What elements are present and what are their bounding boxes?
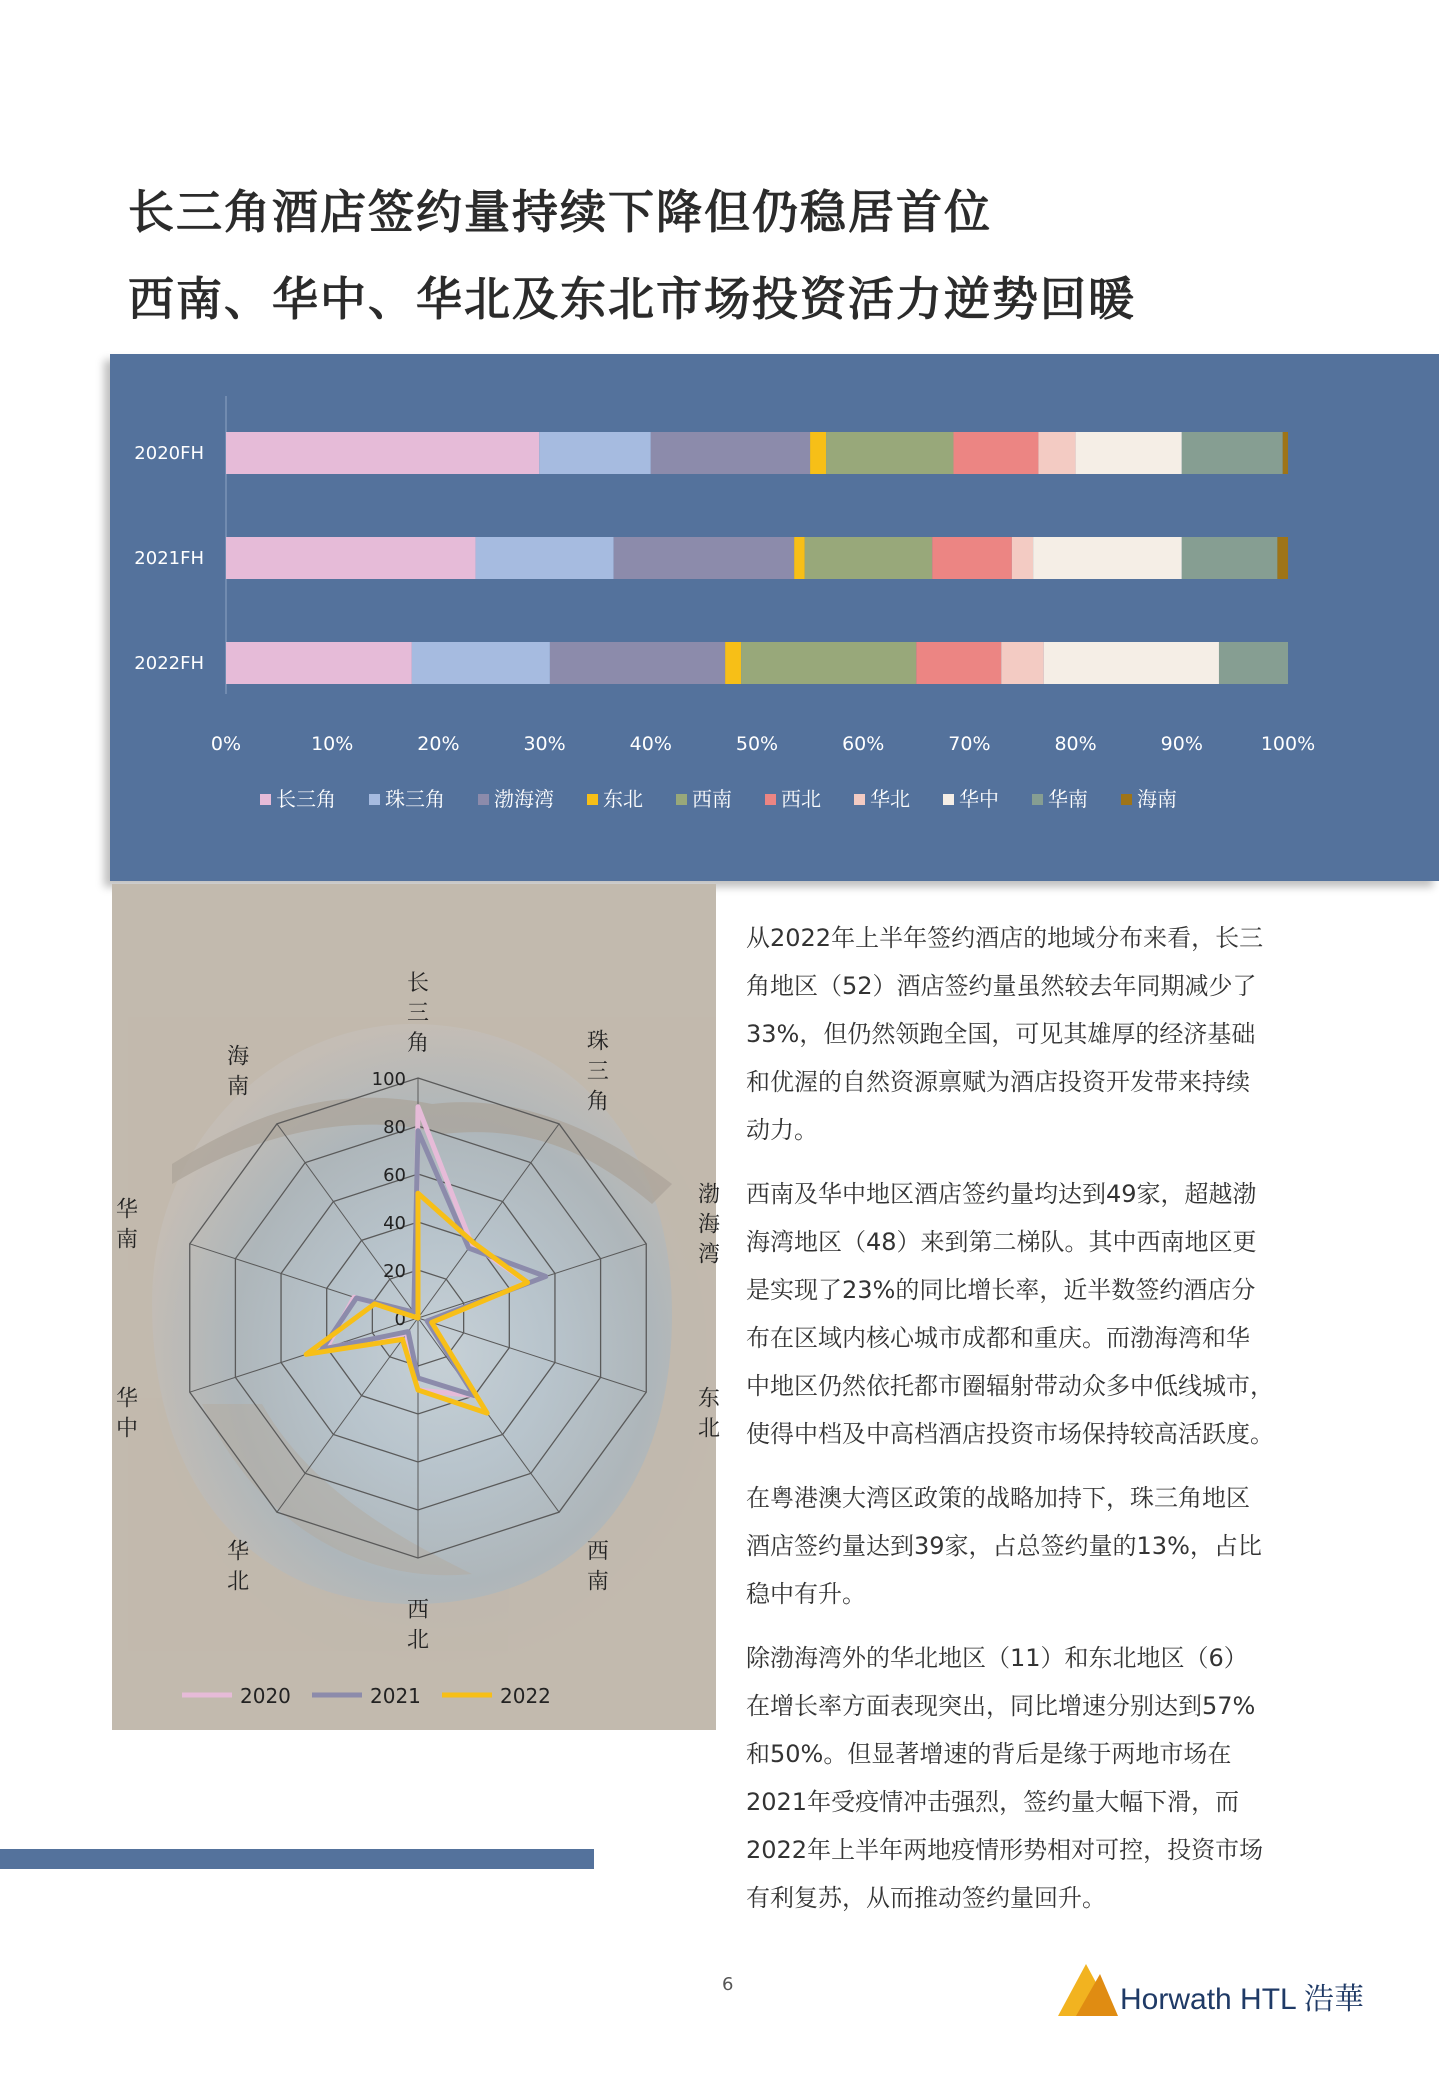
radar-axis-label-char: 湾 — [698, 1242, 721, 1268]
radar-spoke — [418, 1124, 559, 1318]
paragraph-4 — [746, 1634, 1316, 1922]
radar-axis-label — [407, 971, 429, 1056]
bar-segment — [916, 642, 1001, 684]
radar-axis-label-char: 渤 — [698, 1182, 721, 1208]
paragraph-line: 布在区域内核心城市成都和重庆。而渤海湾和华 — [746, 1324, 1250, 1352]
bar-segment — [725, 642, 741, 684]
bar-segment — [1277, 537, 1288, 579]
radar-axis-label-char: 三 — [586, 1059, 609, 1085]
legend-swatch — [1032, 794, 1043, 805]
x-tick-label: 20% — [417, 733, 460, 755]
radar-axis-label-char: 三 — [406, 1001, 430, 1026]
x-tick-label: 100% — [1260, 733, 1316, 755]
radar-axis-label-char: 西 — [586, 1539, 609, 1565]
radar-axis-label-char: 华 — [227, 1539, 250, 1565]
radar-series-2021 — [322, 1131, 546, 1396]
bar-segment — [932, 537, 1012, 579]
bar-segment — [651, 432, 810, 474]
paragraph-line: 从2022年上半年签约酒店的地域分布来看，长三 — [746, 924, 1264, 952]
radar-tick-label: 60 — [383, 1165, 406, 1186]
legend-label: 2020 — [240, 1684, 291, 1708]
radar-axis-label-char: 华 — [115, 1386, 138, 1412]
category-label: 2021FH — [134, 548, 204, 569]
bar-segment — [1283, 432, 1288, 474]
legend-label: 2022 — [500, 1684, 551, 1708]
bar-segment — [1182, 537, 1278, 579]
legend-swatch — [943, 794, 954, 805]
radar-axis-label — [407, 1598, 429, 1653]
radar-axis-label-char: 中 — [115, 1416, 138, 1442]
logo-text: Horwath HTL 浩華 — [1120, 1983, 1364, 2016]
paragraph-line: 稳中有升。 — [746, 1580, 866, 1608]
page-title-line2: 西南、华中、华北及东北市场投资活力逆势回暖 — [128, 272, 1136, 326]
x-tick-label: 40% — [629, 733, 672, 755]
radar-axis-label-char: 北 — [406, 1628, 430, 1653]
x-tick-label: 50% — [735, 733, 779, 755]
bar-segment — [1038, 432, 1075, 474]
bar-segment — [1033, 537, 1182, 579]
radar-axis-label-char: 南 — [115, 1227, 138, 1253]
paragraph-line: 和优渥的自然资源禀赋为酒店投资开发带来持续 — [746, 1068, 1250, 1096]
legend-label: 海南 — [1137, 787, 1177, 811]
legend-swatch — [369, 794, 380, 805]
bar-segment — [1076, 432, 1182, 474]
legend-label: 长三角 — [276, 787, 336, 811]
radar-axis-label-char: 海 — [698, 1212, 721, 1238]
accent-bar — [0, 1849, 594, 1869]
x-tick-label: 30% — [523, 733, 566, 755]
paragraph-1 — [746, 914, 1316, 1154]
legend-swatch — [587, 794, 598, 805]
page-number: 6 — [722, 1974, 734, 1995]
bar-segment — [550, 642, 725, 684]
radar-tick-label: 100 — [371, 1069, 406, 1090]
bar-segment — [412, 642, 550, 684]
radar-axis-label-char: 北 — [227, 1569, 250, 1595]
radar-tick-label: 80 — [383, 1117, 406, 1138]
bar-segment — [741, 642, 916, 684]
paragraph-line: 和50%。但显著增速的背后是缘于两地市场在 — [746, 1740, 1232, 1768]
legend-label: 华南 — [1048, 787, 1088, 811]
paragraph-line: 西南及华中地区酒店签约量均达到49家，超越渤 — [746, 1180, 1257, 1208]
radar-axis-label-char: 珠 — [586, 1029, 609, 1055]
legend-swatch — [478, 794, 489, 805]
bar-segment — [1044, 642, 1219, 684]
stacked-bar-chart — [110, 354, 1439, 881]
paragraph-2 — [746, 1170, 1316, 1458]
radar-axis-label-char: 南 — [227, 1074, 250, 1100]
radar-legend — [182, 1684, 551, 1708]
legend-swatch — [676, 794, 687, 805]
paragraph-line: 酒店签约量达到39家，占总签约量的13%，占比 — [746, 1532, 1262, 1560]
paragraph-line: 在增长率方面表现突出，同比增速分别达到57% — [746, 1692, 1256, 1720]
paragraph-line: 使得中档及中高档酒店投资市场保持较高活跃度。 — [746, 1420, 1274, 1448]
paragraph-3 — [746, 1474, 1316, 1618]
radar-axis-label-char: 北 — [698, 1416, 721, 1442]
legend-label: 2021 — [370, 1684, 421, 1708]
radar-axis-label-char: 长 — [406, 971, 430, 996]
bar-segment — [805, 537, 932, 579]
legend-swatch — [765, 794, 776, 805]
legend-swatch — [260, 794, 271, 805]
x-tick-label: 60% — [842, 733, 885, 755]
bar-segment — [539, 432, 651, 474]
radar-axis-label-char: 角 — [586, 1089, 609, 1115]
paragraph-line: 2022年上半年两地疫情形势相对可控，投资市场 — [746, 1836, 1264, 1864]
radar-chart-panel — [112, 884, 721, 1730]
radar-axis-label-char: 海 — [227, 1044, 250, 1070]
bar-segment — [476, 537, 614, 579]
paragraph-line: 动力。 — [746, 1116, 818, 1144]
bar-segment — [1012, 537, 1033, 579]
x-tick-label: 90% — [1160, 733, 1203, 755]
bar-segment — [953, 432, 1038, 474]
bar-segment — [826, 432, 953, 474]
bar-segment — [1182, 432, 1283, 474]
legend-label: 珠三角 — [385, 787, 445, 811]
legend-label: 华北 — [870, 787, 910, 811]
radar-axis-label-char: 东 — [698, 1386, 721, 1412]
legend-label: 西北 — [781, 787, 821, 811]
paragraph-line: 除渤海湾外的华北地区（11）和东北地区（6） — [746, 1644, 1248, 1672]
legend-swatch — [854, 794, 865, 805]
radar-tick-label: 20 — [383, 1261, 406, 1282]
radar-axis-label — [587, 1029, 609, 1114]
x-tick-label: 0% — [210, 733, 242, 755]
radar-axis-label-char: 角 — [406, 1031, 430, 1056]
radar-axis-label-char: 华 — [115, 1197, 138, 1223]
radar-axis-label — [698, 1182, 720, 1267]
paragraph-line: 有利复苏，从而推动签约量回升。 — [746, 1884, 1106, 1912]
radar-axis-label — [698, 1387, 720, 1442]
paragraph-line: 海湾地区（48）来到第二梯队。其中西南地区更 — [746, 1228, 1257, 1256]
radar-axis-label — [116, 1387, 138, 1442]
bar-segment — [614, 537, 795, 579]
category-label: 2020FH — [134, 443, 204, 464]
legend-label: 华中 — [959, 787, 999, 811]
paragraph-line: 在粤港澳大湾区政策的战略加持下，珠三角地区 — [746, 1484, 1250, 1512]
legend-swatch — [1121, 794, 1132, 805]
page-title-line1: 长三角酒店签约量持续下降但仍稳居首位 — [128, 185, 992, 239]
paragraph-line: 角地区（52）酒店签约量虽然较去年同期减少了 — [746, 972, 1257, 1000]
radar-axis-label — [227, 1044, 249, 1099]
paragraph-line: 是实现了23%的同比增长率，近半数签约酒店分 — [746, 1276, 1256, 1304]
paragraph-line: 2021年受疫情冲击强烈，签约量大幅下滑，而 — [746, 1788, 1240, 1816]
bar-segment — [1219, 642, 1288, 684]
radar-tick-label: 40 — [383, 1213, 406, 1234]
bar-segment — [1001, 642, 1043, 684]
radar-axis-label — [227, 1540, 249, 1595]
radar-axis-label — [587, 1540, 609, 1595]
legend-label: 渤海湾 — [494, 787, 554, 811]
bar-segment — [226, 537, 476, 579]
bar-segment — [226, 432, 539, 474]
stacked-bar-chart-panel — [110, 354, 1439, 881]
radar-axis-label-char: 西 — [406, 1598, 430, 1623]
bar-segment — [794, 537, 805, 579]
legend-label: 西南 — [692, 787, 732, 811]
radar-tick-label: 0 — [394, 1309, 406, 1330]
x-tick-label: 80% — [1054, 733, 1097, 755]
bar-segment — [226, 642, 412, 684]
radar-series-2022 — [306, 1193, 527, 1413]
radar-axis-label — [116, 1197, 138, 1252]
legend-label: 东北 — [603, 787, 643, 811]
radar-chart — [112, 884, 721, 1730]
radar-axis-label-char: 南 — [586, 1569, 609, 1595]
category-label: 2022FH — [134, 653, 204, 674]
bar-segment — [810, 432, 826, 474]
paragraph-line: 33%，但仍然领跑全国，可见其雄厚的经济基础 — [746, 1020, 1256, 1048]
paragraph-line: 中地区仍然依托都市圈辐射带动众多中低线城市， — [746, 1372, 1274, 1400]
x-tick-label: 10% — [311, 733, 354, 755]
x-tick-label: 70% — [948, 733, 991, 755]
